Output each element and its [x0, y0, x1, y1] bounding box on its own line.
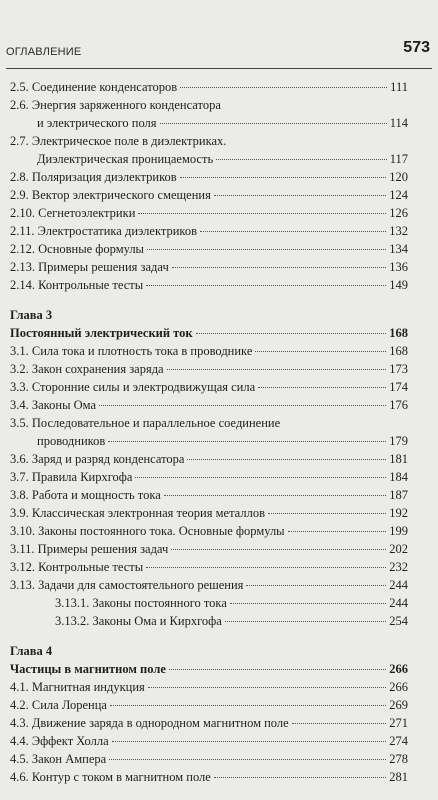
toc-entry-page: 126 [389, 206, 408, 220]
dot-leader [164, 495, 386, 496]
toc-entry-title: 2.5. Соединение конденсаторов [10, 80, 178, 94]
toc-entry-page: 266 [389, 680, 408, 694]
toc-entry-page: 281 [389, 770, 408, 784]
toc-entry-title: 4.4. Эффект Холла [10, 734, 109, 748]
toc-subentry-page: 254 [389, 614, 408, 628]
toc-entry[interactable] [10, 450, 408, 468]
toc-entry-title: 3.12. Контрольные тесты [10, 560, 144, 574]
toc-entry-continuation[interactable] [10, 114, 408, 132]
toc-entry[interactable] [10, 396, 408, 414]
toc-entry-page: 199 [389, 524, 408, 538]
dot-leader [246, 585, 386, 586]
chapter-title-entry[interactable] [10, 660, 408, 678]
toc-entry-page: 114 [389, 116, 408, 130]
toc-subentry-page: 244 [389, 596, 408, 610]
table-of-contents [10, 78, 408, 786]
chapter-page: 266 [389, 662, 408, 676]
toc-entry-title: 3.2. Закон сохранения заряда [10, 362, 164, 376]
toc-entry[interactable] [10, 258, 408, 276]
toc-entry-title: 4.5. Закон Ампера [10, 752, 107, 766]
toc-entry[interactable] [10, 678, 408, 696]
toc-entry-title: 3.13. Задачи для самостоятельного решения [10, 578, 244, 592]
dot-leader [167, 369, 387, 370]
dot-leader [180, 177, 387, 178]
toc-entry-page: 192 [389, 506, 408, 520]
toc-entry-page: 168 [389, 344, 408, 358]
header-rule [6, 68, 432, 69]
toc-entry-title: 4.2. Сила Лоренца [10, 698, 107, 712]
toc-entry-page: 111 [390, 80, 408, 94]
toc-entry[interactable] [10, 558, 408, 576]
toc-entry-title: 3.9. Классическая электронная теория металлов [10, 506, 265, 520]
toc-entry-title: 3.4. Законы Ома [10, 398, 96, 412]
toc-entry-page: 179 [389, 434, 408, 448]
chapter-title: Постоянный электрический ток [10, 326, 193, 340]
toc-entry[interactable] [10, 132, 408, 150]
toc-entry[interactable] [10, 732, 408, 750]
toc-entry[interactable] [10, 522, 408, 540]
toc-entry-continuation[interactable] [10, 150, 408, 168]
toc-entry-page: 184 [389, 470, 408, 484]
dot-leader [109, 759, 386, 760]
toc-entry[interactable] [10, 486, 408, 504]
dot-leader [146, 567, 386, 568]
dot-leader [200, 231, 386, 232]
toc-entry-title: 2.8. Поляризация диэлектриков [10, 170, 177, 184]
toc-entry-page: 124 [389, 188, 408, 202]
toc-entry-title: 3.1. Сила тока и плотность тока в проводнике [10, 344, 253, 358]
toc-entry-page: 181 [389, 452, 408, 466]
toc-entry-page: 117 [389, 152, 408, 166]
dot-leader [148, 687, 386, 688]
dot-leader [135, 477, 386, 478]
chapter-title-entry[interactable] [10, 324, 408, 342]
toc-entry[interactable] [10, 750, 408, 768]
toc-entry[interactable] [10, 378, 408, 396]
toc-entry-title: 3.6. Заряд и разряд конденсатора [10, 452, 185, 466]
dot-leader [214, 195, 386, 196]
toc-entry-continuation-text: проводников [37, 434, 106, 448]
toc-entry[interactable] [10, 360, 408, 378]
toc-entry-title: 2.6. Энергия заряженного конденсатора [10, 98, 221, 112]
toc-entry-title: 2.12. Основные формулы [10, 242, 144, 256]
running-head: ОГЛАВЛЕНИЕ [6, 46, 82, 58]
toc-entry[interactable] [10, 222, 408, 240]
toc-entry-title: 3.11. Примеры решения задач [10, 542, 169, 556]
dot-leader [214, 777, 386, 778]
dot-leader [171, 549, 386, 550]
toc-entry-page: 149 [389, 278, 408, 292]
chapter-heading: Глава 3 [10, 308, 53, 322]
dot-leader [196, 333, 387, 334]
toc-entry[interactable] [10, 576, 408, 594]
section-gap [10, 630, 408, 642]
dot-leader [146, 285, 386, 286]
toc-entry-page: 274 [389, 734, 408, 748]
toc-entry[interactable] [10, 240, 408, 258]
toc-entry[interactable] [10, 696, 408, 714]
toc-entry-page: 244 [389, 578, 408, 592]
toc-entry-page: 173 [389, 362, 408, 376]
toc-entry-page: 278 [389, 752, 408, 766]
dot-leader [216, 159, 387, 160]
toc-entry[interactable] [10, 96, 408, 114]
chapter-page: 168 [389, 326, 408, 340]
toc-entry-title: 4.3. Движение заряда в однородном магнитном поле [10, 716, 289, 730]
toc-entry-page: 269 [389, 698, 408, 712]
toc-entry-title: 2.13. Примеры решения задач [10, 260, 169, 274]
page-number: 573 [403, 39, 430, 56]
dot-leader [288, 531, 387, 532]
dot-leader [187, 459, 386, 460]
toc-entry-title: 2.9. Вектор электрического смещения [10, 188, 211, 202]
toc-entry[interactable] [10, 78, 408, 96]
toc-entry-continuation-text: Диэлектрическая проницаемость [37, 152, 214, 166]
toc-entry-title: 3.7. Правила Кирхгофа [10, 470, 133, 484]
dot-leader [108, 441, 386, 442]
dot-leader [147, 249, 386, 250]
chapter-title: Частицы в магнитном поле [10, 662, 166, 676]
toc-entry-title: 3.3. Сторонние силы и электродвижущая сила [10, 380, 256, 394]
dot-leader [169, 669, 386, 670]
toc-entry-page: 232 [389, 560, 408, 574]
toc-entry[interactable] [10, 342, 408, 360]
toc-entry-page: 174 [389, 380, 408, 394]
toc-entry[interactable] [10, 768, 408, 786]
dot-leader [172, 267, 387, 268]
toc-entry[interactable] [10, 414, 408, 432]
dot-leader [255, 351, 386, 352]
toc-entry[interactable] [10, 276, 408, 294]
dot-leader [180, 87, 387, 88]
toc-entry-title: 2.11. Электростатика диэлектриков [10, 224, 197, 238]
chapter-heading: Глава 4 [10, 644, 53, 658]
dot-leader [230, 603, 386, 604]
toc-entry[interactable] [10, 168, 408, 186]
toc-entry-title: 4.1. Магнитная индукция [10, 680, 145, 694]
toc-entry-page: 120 [389, 170, 408, 184]
toc-entry-page: 134 [389, 242, 408, 256]
toc-entry[interactable] [10, 204, 408, 222]
toc-entry-title: 2.10. Сегнетоэлектрики [10, 206, 136, 220]
page-header [6, 34, 432, 70]
dot-leader [112, 741, 387, 742]
toc-entry-title: 2.7. Электрическое поле в диэлектриках. [10, 134, 227, 148]
section-gap [10, 294, 408, 306]
toc-entry-page: 176 [389, 398, 408, 412]
dot-leader [99, 405, 386, 406]
toc-entry[interactable] [10, 186, 408, 204]
toc-entry-title: 3.5. Последовательное и параллельное соединение [10, 416, 281, 430]
toc-subentry-title: 3.13.1. Законы постоянного тока [55, 596, 227, 610]
toc-entry-title: 4.6. Контур с током в магнитном поле [10, 770, 211, 784]
dot-leader [160, 123, 387, 124]
dot-leader [268, 513, 386, 514]
toc-entry-page: 271 [389, 716, 408, 730]
toc-entry[interactable] [10, 504, 408, 522]
dot-leader [138, 213, 386, 214]
toc-entry-title: 3.10. Законы постоянного тока. Основные формулы [10, 524, 285, 538]
toc-entry-page: 202 [389, 542, 408, 556]
toc-entry[interactable] [10, 714, 408, 732]
toc-entry-continuation[interactable] [10, 432, 408, 450]
toc-entry-page: 136 [389, 260, 408, 274]
dot-leader [258, 387, 386, 388]
dot-leader [225, 621, 386, 622]
toc-subentry[interactable] [10, 594, 408, 612]
dot-leader [110, 705, 386, 706]
toc-subentry-title: 3.13.2. Законы Ома и Кирхгофа [55, 614, 222, 628]
toc-entry[interactable] [10, 540, 408, 558]
toc-entry-title: 3.8. Работа и мощность тока [10, 488, 161, 502]
dot-leader [292, 723, 387, 724]
toc-entry[interactable] [10, 468, 408, 486]
toc-entry-page: 187 [389, 488, 408, 502]
toc-entry-continuation-text: и электрического поля [37, 116, 157, 130]
toc-entry-page: 132 [389, 224, 408, 238]
toc-entry-title: 2.14. Контрольные тесты [10, 278, 144, 292]
toc-subentry[interactable] [10, 612, 408, 630]
